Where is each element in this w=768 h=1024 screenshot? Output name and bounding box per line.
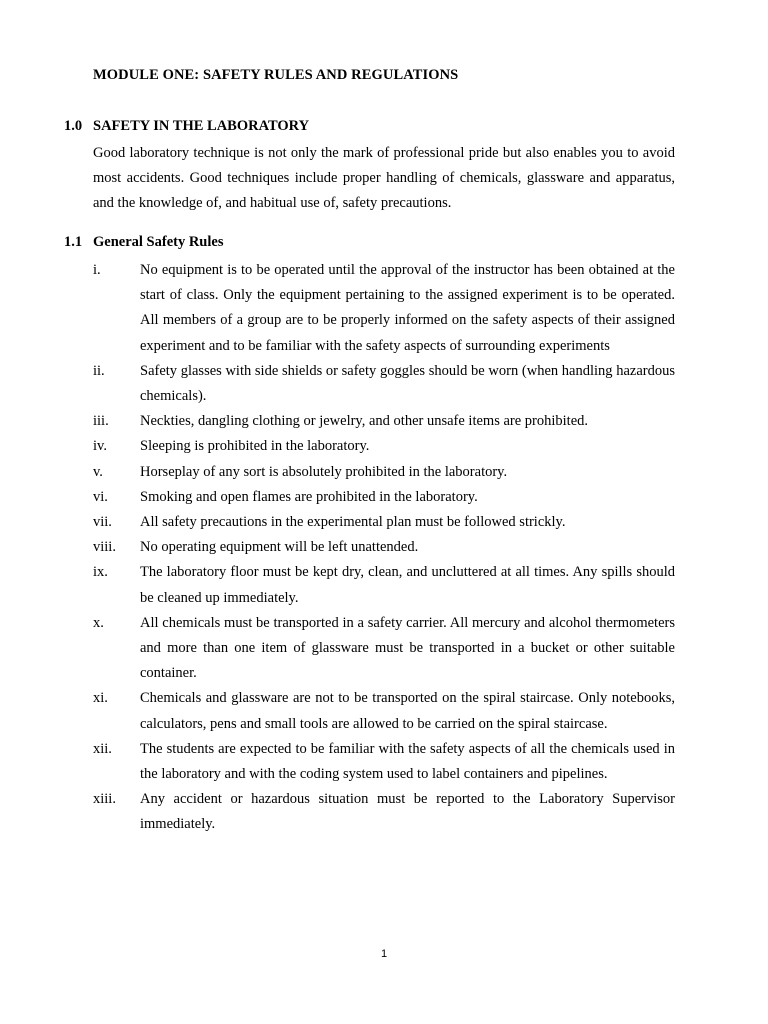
rule-number: i. <box>93 262 101 278</box>
section-heading-1-1 <box>64 234 223 251</box>
rule-number: iv. <box>93 438 107 455</box>
rule-number: ix. <box>93 564 108 581</box>
module-title: MODULE ONE: SAFETY RULES AND REGULATIONS <box>93 67 459 83</box>
list-item <box>93 787 675 837</box>
section-number: 1.1 <box>64 234 83 250</box>
rule-text: No operating equipment will be left unattended. <box>140 539 419 556</box>
list-item <box>93 460 675 485</box>
list-item <box>93 258 675 359</box>
rule-text: Chemicals and glassware are not to be transported on the spiral staircase. Only notebooks, calculators, pens and small tools are allowed to be carried on the spiral staircase. <box>140 690 675 732</box>
list-item <box>93 409 675 434</box>
list-item <box>93 535 675 560</box>
rule-number: xiii. <box>93 791 116 808</box>
rule-number: vi. <box>93 488 108 505</box>
section-title: General Safety Rules <box>93 234 224 250</box>
rule-text: The laboratory floor must be kept dry, clean, and uncluttered at all times. Any spills should be cleaned up immediately. <box>140 564 675 606</box>
rule-number: xii. <box>93 740 112 757</box>
rule-number: xi. <box>93 690 108 707</box>
rule-text: Any accident or hazardous situation must be reported to the Laboratory Supervisor immediately. <box>140 791 675 833</box>
rule-number: vii. <box>93 514 112 531</box>
rule-text: Safety glasses with side shields or safety goggles should be worn (when handling hazardous chemicals). <box>140 362 675 405</box>
list-item <box>93 434 675 459</box>
section-title: SAFETY IN THE LABORATORY <box>93 118 310 134</box>
rule-text: All chemicals must be transported in a safety carrier. All mercury and alcohol thermometers and more than one item of glassware must be transported in a bucket or other suitable container. <box>140 614 675 682</box>
list-item <box>93 510 675 535</box>
intro-paragraph: Good laboratory technique is not only the mark of professional pride but also enables you to avoid most accidents. Good techniques include proper handling of chemicals, glassware and apparatus, and the knowledge of, and habitual use of, safety precautions. <box>93 145 675 211</box>
rule-text: The students are expected to be familiar with the safety aspects of all the chemicals used in the laboratory and with the coding system used to label containers and pipelines. <box>140 740 675 783</box>
rule-number: v. <box>93 463 103 480</box>
section-number: 1.0 <box>64 118 83 134</box>
rule-number: ii. <box>93 362 105 379</box>
rule-text: Sleeping is prohibited in the laboratory. <box>140 438 370 455</box>
list-item <box>93 485 675 510</box>
rule-text: Smoking and open flames are prohibited in the laboratory. <box>140 488 478 505</box>
rule-text: All safety precautions in the experimental plan must be followed strickly. <box>140 514 566 531</box>
rule-number: viii. <box>93 539 116 556</box>
rule-number: x. <box>93 614 104 631</box>
list-item <box>93 560 675 610</box>
safety-rules-list <box>93 258 675 838</box>
list-item <box>93 737 675 787</box>
list-item <box>93 611 675 687</box>
rule-text: No equipment is to be operated until the approval of the instructor has been obtained at the start of class. Only the equipment pertaining to the assigned experiment is to be operated. All members of a group are to be properly informed on the safety aspects of their assigned experiment and to be familiar with the safety aspects of surrounding experiments <box>140 262 675 354</box>
rule-text: Horseplay of any sort is absolutely prohibited in the laboratory. <box>140 463 508 480</box>
section-heading-1-0 <box>64 118 309 135</box>
list-item <box>93 359 675 409</box>
list-item <box>93 686 675 736</box>
rule-number: iii. <box>93 413 109 430</box>
rule-text: Neckties, dangling clothing or jewelry, and other unsafe items are prohibited. <box>140 413 589 430</box>
page-number: 1 <box>380 948 388 960</box>
